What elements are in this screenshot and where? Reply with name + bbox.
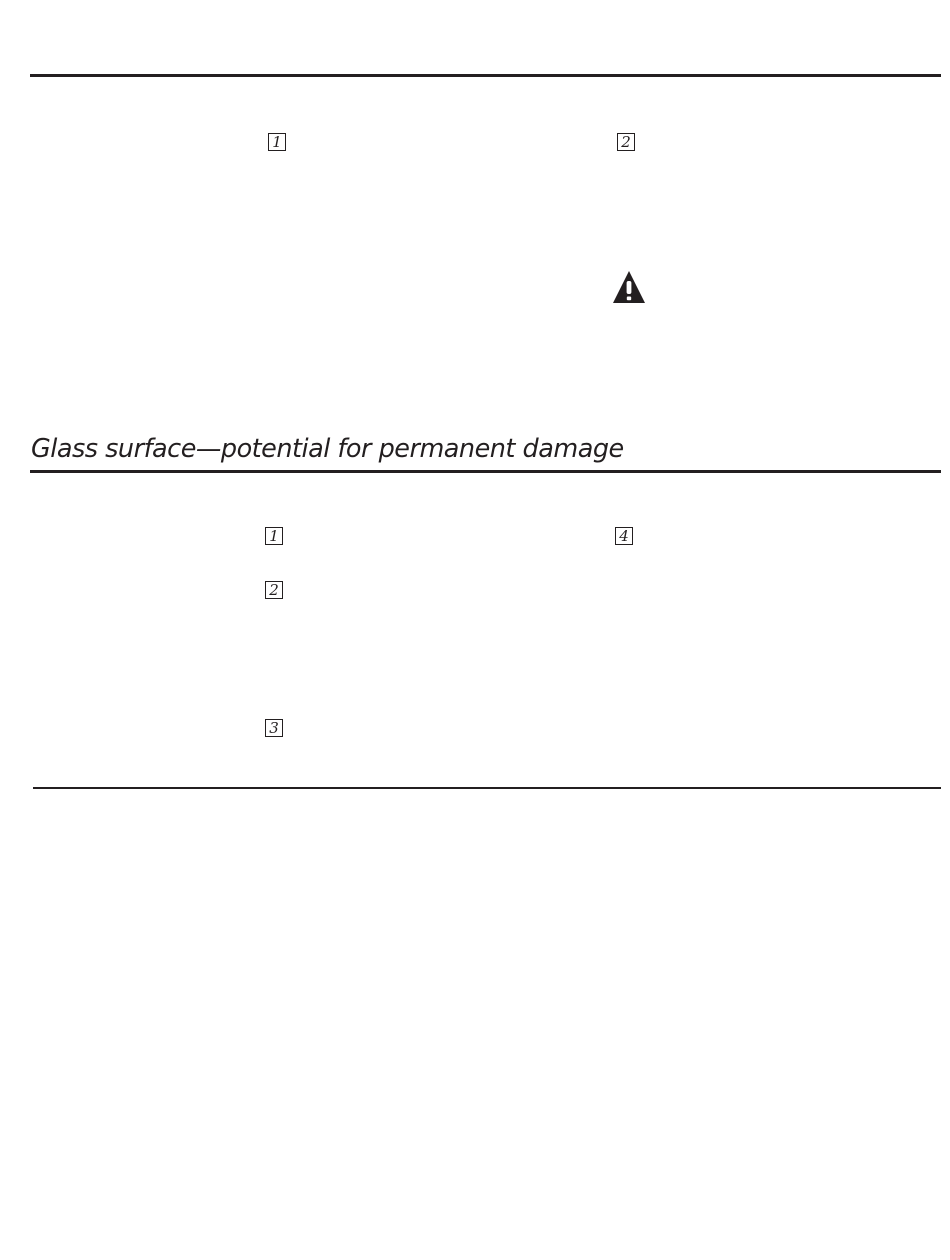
step-number-badge: 1 [265,527,283,545]
step-number-badge: 2 [265,581,283,599]
step-number-badge: 3 [265,719,283,737]
step-number-badge: 1 [268,133,286,151]
section-divider [30,470,941,473]
bottom-divider [33,787,941,789]
section-heading-glass-surface: Glass surface—potential for permanent damage [31,434,624,464]
step-number-badge: 4 [615,527,633,545]
warning-triangle-icon [612,270,646,304]
step-number-badge: 2 [617,133,635,151]
top-divider [30,74,941,77]
